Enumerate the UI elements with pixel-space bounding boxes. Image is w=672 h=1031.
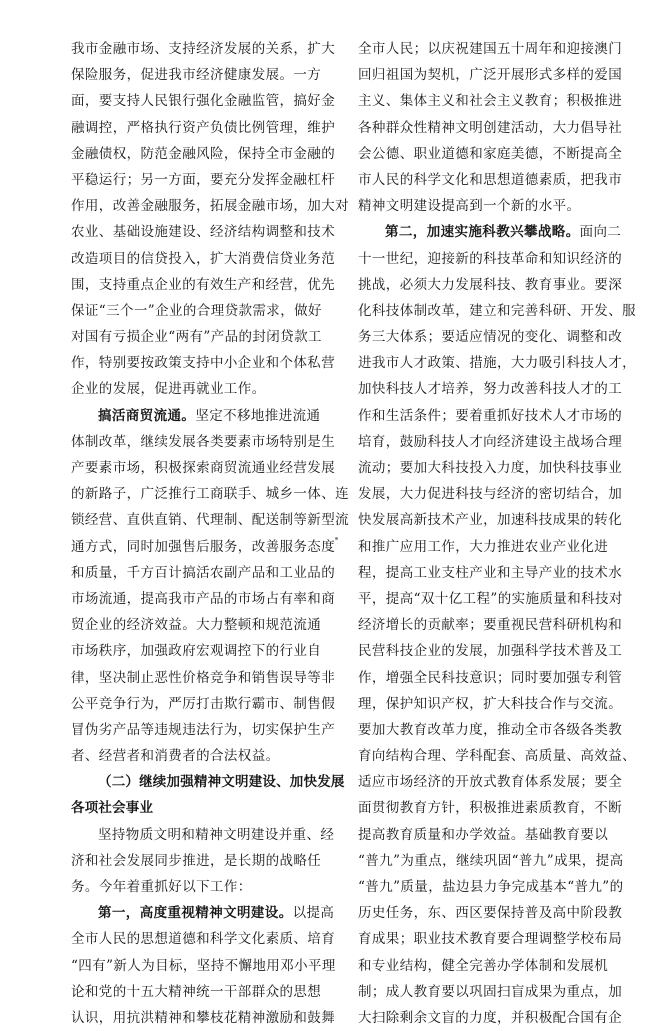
line-text: 会公德、职业道德和家庭美德，不断提高全 — [358, 145, 623, 162]
bold-lead: 搞活商贸流通。 — [98, 407, 196, 424]
line-text: 市人民的科学文化和思想道德素质，把我市 — [358, 171, 623, 188]
line-text: 坚定不移地推进流通 — [195, 407, 321, 424]
section-heading-line — [71, 795, 332, 821]
line-text: 要加大教育改革力度，推动全市各级各类教 — [358, 721, 623, 738]
text-line — [71, 141, 336, 167]
line-text: 培育，鼓励科技人才向经济建设主战场合理 — [358, 433, 623, 450]
text-line — [358, 298, 636, 324]
line-text: 提高教育质量和办学效益。基础教育要以 — [358, 826, 609, 843]
line-text: 济和社会发展同步推进，是长期的战略任 — [71, 852, 322, 869]
text-line — [358, 953, 620, 979]
line-text: 保证“三个一”企业的合理贷款需求，做好 — [71, 302, 322, 319]
text-line — [358, 141, 623, 167]
line-text: 企业的发展，促进再就业工作。 — [71, 381, 266, 398]
line-text: 务三大体系；要适应情况的变化、调整和改 — [358, 329, 623, 346]
text-line — [358, 691, 623, 717]
line-text: 面，要支持人民银行强化金融监管，搞好金 — [71, 93, 336, 110]
text-line — [358, 795, 623, 821]
line-text: 适应市场经济的开放式教育体系发展；要全 — [358, 774, 623, 791]
line-text: 律，坚决制止恶性价格竞争和销售误导等非 — [71, 669, 336, 686]
line-text: 产要素市场，积极探索商贸流通业经营发展 — [71, 460, 336, 476]
line-text: 程，提高工业支柱产业和主导产业的技术水 — [358, 564, 623, 581]
bold-lead: 第一，高度重视精神文明建设。 — [98, 905, 293, 922]
text-line — [71, 612, 332, 638]
line-text: 发展，大力促进科技与经济的密切结合，加 — [358, 486, 623, 503]
text-line — [71, 455, 336, 481]
line-text: 加快科技人才培养，努力改善科技人才的工 — [358, 381, 623, 398]
line-text: 作，特别要按政策支持中小企业和个体私营 — [71, 355, 336, 372]
line-text: 锁经营、直供直销、代理制、配送制等新型流 — [71, 512, 349, 529]
text-line — [71, 429, 336, 455]
line-text: 论和党的十五大精神统一干部群众的思想 — [71, 983, 322, 1000]
line-text: 制；成人教育要以巩固扫盲成果为重点，加 — [358, 983, 623, 1000]
line-text: 化科技体制改革，建立和完善科研、开发、服 — [358, 302, 636, 319]
text-line — [358, 560, 623, 586]
text-line — [71, 62, 332, 88]
text-line — [71, 1005, 336, 1031]
text-line — [358, 665, 623, 691]
text-line — [71, 246, 336, 272]
line-text: 对国有亏损企业“两有”产品的封闭贷款工 — [71, 329, 322, 346]
line-text: 历史任务，东、西区要保持普及高中阶段教 — [358, 905, 623, 922]
line-text: 以提高 — [292, 905, 335, 922]
line-text: 我市金融市场、支持经济发展的关系，扩大 — [71, 41, 336, 57]
line-text: 面贯彻教育方针，积极推进素质教育，不断 — [358, 800, 623, 817]
text-line — [358, 743, 636, 769]
line-text: 公平竞争行为，严厉打击欺行霸市、制售假 — [71, 695, 336, 712]
text-line — [358, 874, 624, 900]
line-text: 坚持物质文明和精神文明建设并重、经 — [98, 826, 335, 843]
text-line — [71, 900, 335, 926]
text-line — [71, 691, 336, 717]
line-text: 市场流通，提高我市产品的市场占有率和商 — [71, 590, 336, 607]
line-text: 的新路子，广泛推行工商联手、城乡一体、连 — [71, 486, 349, 503]
line-text: “普九”为重点，继续巩固“普九”成果，提高 — [358, 852, 624, 869]
line-text: 挑战，必须大力发展科技、教育事业。要深 — [358, 276, 623, 293]
line-text: 快发展高新技术产业，加速科技成果的转化 — [358, 512, 623, 529]
text-line — [358, 219, 620, 245]
line-text: 平稳运行；另一方面，要充分发挥金融杠杆 — [71, 171, 336, 188]
line-text: 融调控，严格执行资产负债比例管理，维护 — [71, 119, 336, 136]
line-text: 冒伪劣产品等违规违法行为，切实保护生产 — [71, 721, 336, 738]
line-text: 回归祖国为契机，广泛开展形式多样的爱国 — [358, 67, 623, 84]
text-line — [358, 88, 623, 114]
line-text: 十一世纪，迎接新的科技革命和知识经济的 — [358, 250, 623, 267]
text-line — [358, 272, 623, 298]
text-line — [71, 874, 332, 900]
text-line — [358, 115, 623, 141]
text-line — [71, 979, 332, 1005]
text-line — [71, 36, 336, 62]
text-line — [358, 403, 623, 429]
line-text: 流动；要加大科技投入力度，加快科技事业 — [358, 460, 623, 476]
text-line — [358, 822, 620, 848]
text-line — [71, 586, 336, 612]
line-text: “普九”质量，盐边县力争完成基本“普九”的 — [358, 879, 624, 895]
text-line — [71, 743, 332, 769]
line-text: 和质量，千方百计搞活农副产品和工业品的 — [71, 564, 336, 581]
right-column — [358, 36, 636, 1031]
line-text: 精神文明建设提高到一个新的水平。 — [358, 198, 581, 215]
line-text: 者、经营者和消费者的合法权益。 — [71, 748, 280, 765]
text-line — [358, 612, 623, 638]
text-line — [358, 926, 623, 952]
line-text: 围，支持重点企业的有效生产和经营，优先 — [71, 276, 336, 293]
line-text: 面向二 — [579, 224, 622, 241]
line-text: 保险服务，促进我市经济健康发展。一方 — [71, 67, 322, 84]
text-line — [358, 979, 623, 1005]
text-line — [358, 481, 623, 507]
text-line — [71, 272, 336, 298]
text-line — [358, 507, 623, 533]
text-line — [71, 167, 336, 193]
line-text: 通方式，同时加强售后服务，改善服务态度 — [71, 538, 336, 555]
line-text: 和推广应用工作，大力推进农业产业化进 — [358, 538, 609, 555]
line-text: 贸企业的经济效益。大力整顿和规范流通 — [71, 617, 322, 634]
text-line — [71, 848, 332, 874]
text-line — [358, 246, 623, 272]
line-text: 进我市人才政策、措施，大力吸引科技人才， — [358, 355, 636, 372]
line-text: 体制改革，继续发展各类要素市场特别是生 — [71, 433, 336, 450]
line-text: 认识，用抗洪精神和攀枝花精神激励和鼓舞 — [71, 1009, 336, 1026]
line-text: 农业、基础设施建设、经济结构调整和技术 — [71, 224, 336, 241]
text-line — [71, 324, 332, 350]
text-line — [71, 638, 332, 664]
text-line — [71, 193, 349, 219]
line-text: 全市人民；以庆祝建国五十周年和迎接澳门 — [358, 41, 623, 57]
text-line — [358, 769, 623, 795]
text-line — [358, 586, 623, 612]
line-text: 务。今年着重抓好以下工作： — [71, 879, 252, 895]
text-line — [71, 481, 349, 507]
text-line — [358, 167, 623, 193]
text-line — [358, 455, 623, 481]
line-text: 作用，改善金融服务，拓展金融市场，加大对 — [71, 198, 349, 215]
text-line — [358, 324, 623, 350]
text-line — [71, 115, 336, 141]
text-line — [71, 88, 336, 114]
line-text: 大扫除剩余文盲的力度，并积极配合国有企 — [358, 1009, 623, 1026]
section-heading-line — [71, 769, 345, 795]
text-line — [358, 848, 624, 874]
line-text: 作和生活条件；要着重抓好技术人才市场的 — [358, 407, 623, 424]
line-text: 平，提高“双十亿工程”的实施质量和科技对 — [358, 590, 623, 607]
text-line — [71, 822, 335, 848]
text-line — [358, 376, 623, 402]
text-line — [71, 926, 336, 952]
text-line — [358, 36, 623, 62]
text-line — [71, 376, 332, 402]
text-line — [71, 953, 336, 979]
text-line — [71, 534, 336, 560]
line-text: 金融债权，防范金融风险，保持全市金融的 — [71, 145, 336, 162]
bold-lead: 第二，加速实施科教兴攀战略。 — [385, 224, 580, 241]
line-text: 市场秩序，加强政府宏观调控下的行业自 — [71, 643, 322, 660]
line-text: 各项社会事业 — [71, 800, 154, 817]
text-line — [71, 403, 332, 429]
text-line — [71, 665, 336, 691]
text-line — [358, 429, 623, 455]
line-text: 理，保护知识产权，扩大科技合作与交流。 — [358, 695, 623, 712]
line-text: 和专业结构，健全完善办学体制和发展机 — [358, 957, 609, 974]
text-line — [358, 193, 620, 219]
line-text: （二）继续加强精神文明建设、加快发展 — [98, 774, 345, 791]
text-line — [358, 717, 623, 743]
text-line — [71, 507, 349, 533]
line-text: 民营科技企业的发展，加强科学技术普及工 — [358, 643, 623, 660]
line-text: 全市人民的思想道德和科学文化素质、培育 — [71, 931, 336, 948]
line-text: 各种群众性精神文明创建活动，大力倡导社 — [358, 119, 623, 136]
line-text: “四有”新人为目标，坚持不懈地用邓小平理 — [71, 957, 336, 974]
text-line — [358, 62, 623, 88]
text-line — [71, 717, 336, 743]
left-column — [71, 36, 349, 1031]
line-text: 作，增强全民科技意识；同时要加强专利管 — [358, 669, 623, 686]
text-line — [358, 350, 636, 376]
text-line — [358, 900, 623, 926]
text-line — [358, 638, 623, 664]
text-line — [358, 534, 620, 560]
line-text: 主义、集体主义和社会主义教育；积极推进 — [358, 93, 623, 110]
text-line — [71, 350, 336, 376]
line-text: 改造项目的信贷投入，扩大消费信贷业务范 — [71, 250, 336, 267]
text-line — [71, 560, 336, 586]
line-text: 育向结构合理、学科配套、高质量、高效益、 — [358, 748, 636, 765]
text-line — [358, 1005, 623, 1031]
text-line — [71, 298, 332, 324]
line-text: 育成果；职业技术教育要合理调整学校布局 — [358, 931, 623, 948]
line-text: 经济增长的贡献率；要重视民营科研机构和 — [358, 617, 623, 634]
speck — [335, 537, 338, 540]
text-line — [71, 219, 336, 245]
